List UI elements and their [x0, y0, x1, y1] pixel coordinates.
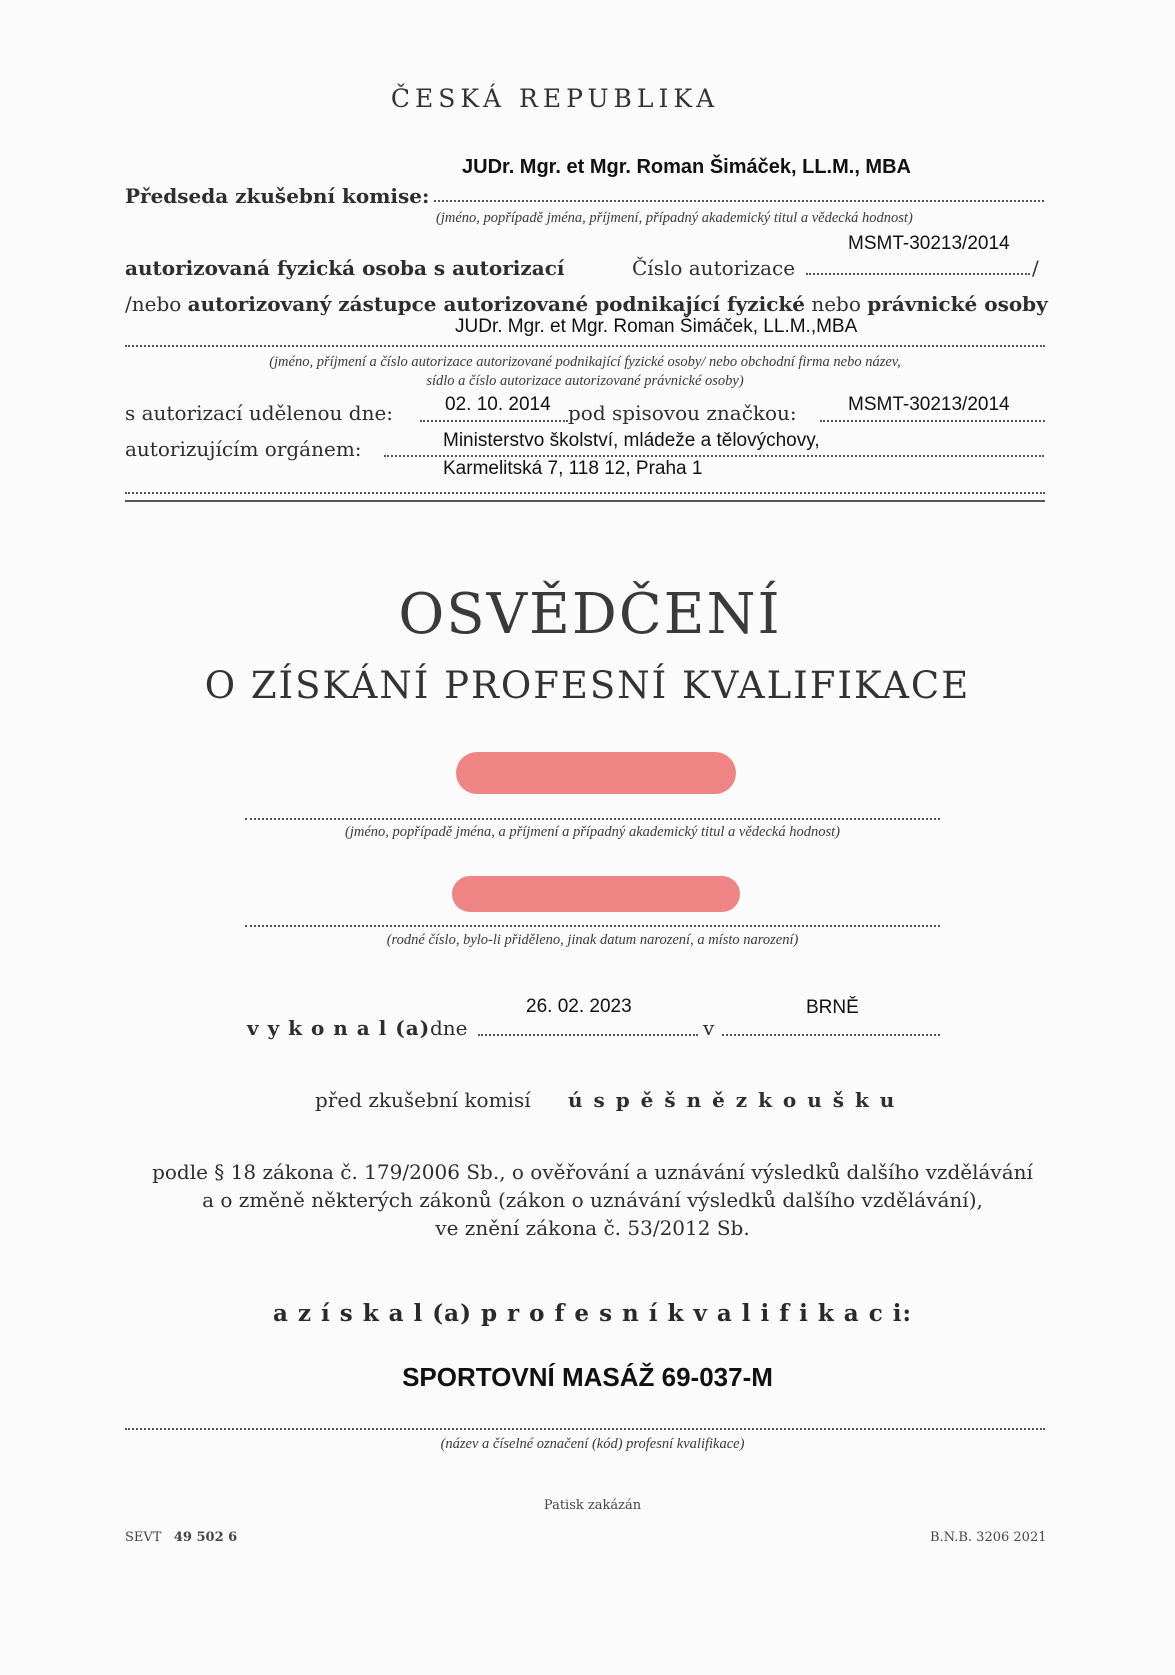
law-line-2: a o změně některých zákonů (zákon o uznávání výsledků dalšího vzdělávání), [202, 1188, 983, 1212]
certificate-subtitle: O ZÍSKÁNÍ PROFESNÍ KVALIFIKACE [204, 664, 971, 707]
exam-date-value: 26. 02. 2023 [526, 996, 632, 1017]
birth-number-dotted-line [245, 925, 940, 927]
redacted-holder-name [456, 752, 736, 794]
authorization-slash: / [1032, 256, 1039, 280]
authority-line-2: Karmelitská 7, 118 12, Praha 1 [443, 458, 703, 479]
holder-name-hint: (jméno, popřípadě jména, a příjmení a případný akademický titul a vědecká hodnost) [345, 824, 840, 840]
law-line-1: podle § 18 zákona č. 179/2006 Sb., o ověřování a uznávání výsledků dalšího vzdělávání [152, 1160, 1033, 1184]
chairman-hint: (jméno, popřípadě jména, příjmení, případný akademický titul a vědecká hodnost) [436, 210, 913, 226]
exam-place-value: BRNĚ [806, 997, 859, 1018]
chairman-label: Předseda zkušební komise: [125, 184, 430, 208]
authorized-person-label: autorizovaná fyzická osoba s autorizací [125, 256, 565, 280]
qualification-hint: (název a číselné označení (kód) profesní kvalifikace) [440, 1436, 745, 1452]
qualification-value: SPORTOVNÍ MASÁŽ 69-037-M [402, 1362, 773, 1392]
representative-dotted-line [125, 345, 1045, 347]
file-number-value: MSMT-30213/2014 [848, 394, 1010, 415]
certificate-title: OSVĚDČENÍ [398, 582, 782, 647]
chairman-name: JUDr. Mgr. et Mgr. Roman Šimáček, LL.M., MBA [462, 156, 911, 178]
footer-left-code: 49 502 6 [173, 1530, 238, 1545]
authority-line-1: Ministerstvo školství, mládeže a tělovýchovy, [443, 430, 820, 451]
birth-number-hint: (rodné číslo, bylo-li přiděleno, jinak datum narození, a místo narození) [386, 932, 799, 948]
redacted-birth-number [452, 876, 740, 912]
authority-label: autorizujícím orgánem: [125, 437, 362, 461]
representative-line [125, 292, 1048, 316]
reprint-notice: Patisk zakázán [543, 1498, 642, 1513]
exam-success-label: ú s p ě š n ě z k o u š k u [568, 1088, 897, 1112]
exam-place-word: v [703, 1016, 715, 1040]
authority-dotted-line [384, 455, 1044, 457]
exam-committee-label: před zkušební komisí [315, 1088, 531, 1112]
exam-date-dotted-line [478, 1034, 698, 1036]
footer-left [125, 1530, 237, 1545]
granted-label: s autorizací udělenou dne: [125, 401, 394, 425]
footer-left-prefix: SEVT [125, 1530, 162, 1545]
file-number-label: pod spisovou značkou: [568, 401, 797, 425]
country-heading: ČESKÁ REPUBLIKA [390, 84, 720, 113]
authorization-number-label: Číslo autorizace [632, 256, 796, 280]
representative-name: JUDr. Mgr. et Mgr. Roman Šimáček, LL.M.,MBA [455, 316, 858, 337]
authority-dotted-line-2 [125, 492, 1045, 494]
granted-dotted-line [420, 420, 568, 422]
holder-name-dotted-line [245, 818, 940, 820]
authorization-number-value: MSMT-30213/2014 [848, 233, 1010, 254]
footer-right: B.N.B. 3206 2021 [930, 1530, 1047, 1545]
exam-performed-label: v y k o n a l (a) [247, 1016, 431, 1040]
granted-date: 02. 10. 2014 [445, 394, 551, 415]
law-line-3: ve znění zákona č. 53/2012 Sb. [435, 1216, 750, 1240]
header-divider [125, 500, 1045, 502]
qualification-dotted-line [125, 1428, 1045, 1430]
nebo-text: /nebo [125, 292, 188, 316]
representative-hint-1: (jméno, příjmení a číslo autorizace autorizované podnikající fyzické osoby/ nebo obchodní firma nebo název, [269, 354, 901, 370]
file-number-dotted-line [820, 420, 1045, 422]
exam-place-dotted-line [722, 1034, 940, 1036]
authorization-number-dotted-line [806, 273, 1030, 275]
legal-person-bold-text: právnické osoby [867, 292, 1048, 316]
qualification-heading: a z í s k a l (a) p r o f e s n í k v a l i f i k a c i: [273, 1300, 912, 1327]
representative-bold-text: autorizovaný zástupce autorizované podnikající fyzické [187, 292, 805, 316]
nebo-text-2: nebo [804, 292, 868, 316]
chairman-dotted-line [434, 200, 1044, 202]
exam-date-word: dne [430, 1016, 468, 1040]
representative-hint-2: sídlo a číslo autorizace autorizované právnické osoby) [426, 373, 744, 389]
